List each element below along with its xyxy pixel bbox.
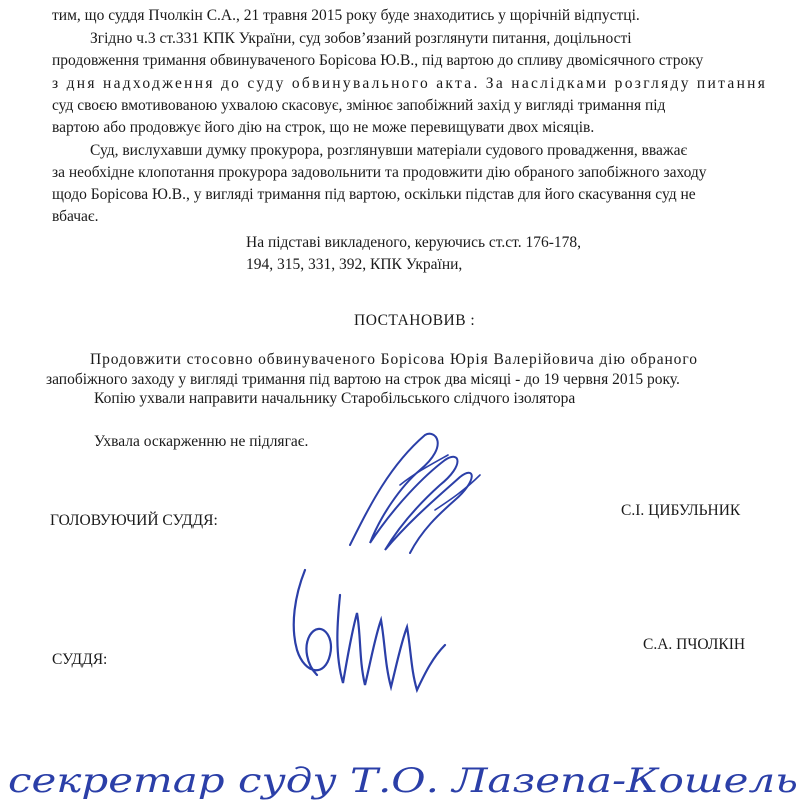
presiding-judge-signature xyxy=(340,425,490,560)
judge-name: С.А. ПЧОЛКІН xyxy=(643,636,746,653)
paragraph-line: тим, що суддя Пчолкін С.А., 21 травня 2015 року буде знаходитись у щорічній відпустці. xyxy=(52,7,640,24)
paragraph-line: вартою або продовжує його дію на строк, що не може перевищувати двох місяців. xyxy=(52,119,595,136)
paragraph-line: Згідно ч.3 ст.331 КПК України, суд зобов’язаний розглянути питання, доцільності xyxy=(90,30,632,47)
judge-signature xyxy=(285,565,455,705)
judge-label: СУДДЯ: xyxy=(52,651,108,668)
legal-basis-line: На підставі викладеного, керуючись ст.ст. 176-178, xyxy=(246,234,582,251)
presiding-judge-name: С.І. ЦИБУЛЬНИК xyxy=(621,502,741,519)
svg-text:секретар суду Т.О. Лазепа-Коше: секретар суду Т.О. Лазепа-Кошель xyxy=(8,761,798,801)
paragraph-line: продовження тримання обвинуваченого Борісова Ю.В., під вартою до спливу двомісячного строку xyxy=(52,52,704,69)
paragraph-line: за необхідне клопотання прокурора задовольнити та продовжити дію обраного запобіжного заходу xyxy=(52,164,707,181)
paragraph-line: Суд, вислухавши думку прокурора, розглянувши матеріали судового провадження, вважає xyxy=(90,142,688,159)
presiding-judge-label: ГОЛОВУЮЧИЙ СУДДЯ: xyxy=(50,512,218,529)
paragraph-line: суд своєю вмотивованою ухвалою скасовує, змінює запобіжний захід у вигляді тримання під xyxy=(52,97,666,114)
ruling-title: ПОСТАНОВИВ : xyxy=(354,312,476,329)
ruling-line: Продовжити стосовно обвинуваченого Борісова Юрія Валерійовича дію обраного xyxy=(90,351,698,368)
secretary-handwritten-note xyxy=(0,740,810,811)
ruling-line: Копію ухвали направити начальнику Старобільського слідчого ізолятора xyxy=(94,390,576,407)
paragraph-line: з дня надходження до суду обвинувального акта. За наслідками розгляду питання xyxy=(52,75,768,92)
paragraph-line: щодо Борісова Ю.В., у вигляді тримання під вартою, оскільки підстав для його скасування суд не xyxy=(52,186,696,203)
ruling-line: запобіжного заходу у вигляді тримання під вартою на строк два місяці - до 19 червня 2015 року. xyxy=(46,371,680,388)
legal-basis-line: 194, 315, 331, 392, КПК України, xyxy=(246,256,463,273)
appeal-note: Ухвала оскарженню не підлягає. xyxy=(94,433,309,450)
paragraph-line: вбачає. xyxy=(52,208,99,225)
